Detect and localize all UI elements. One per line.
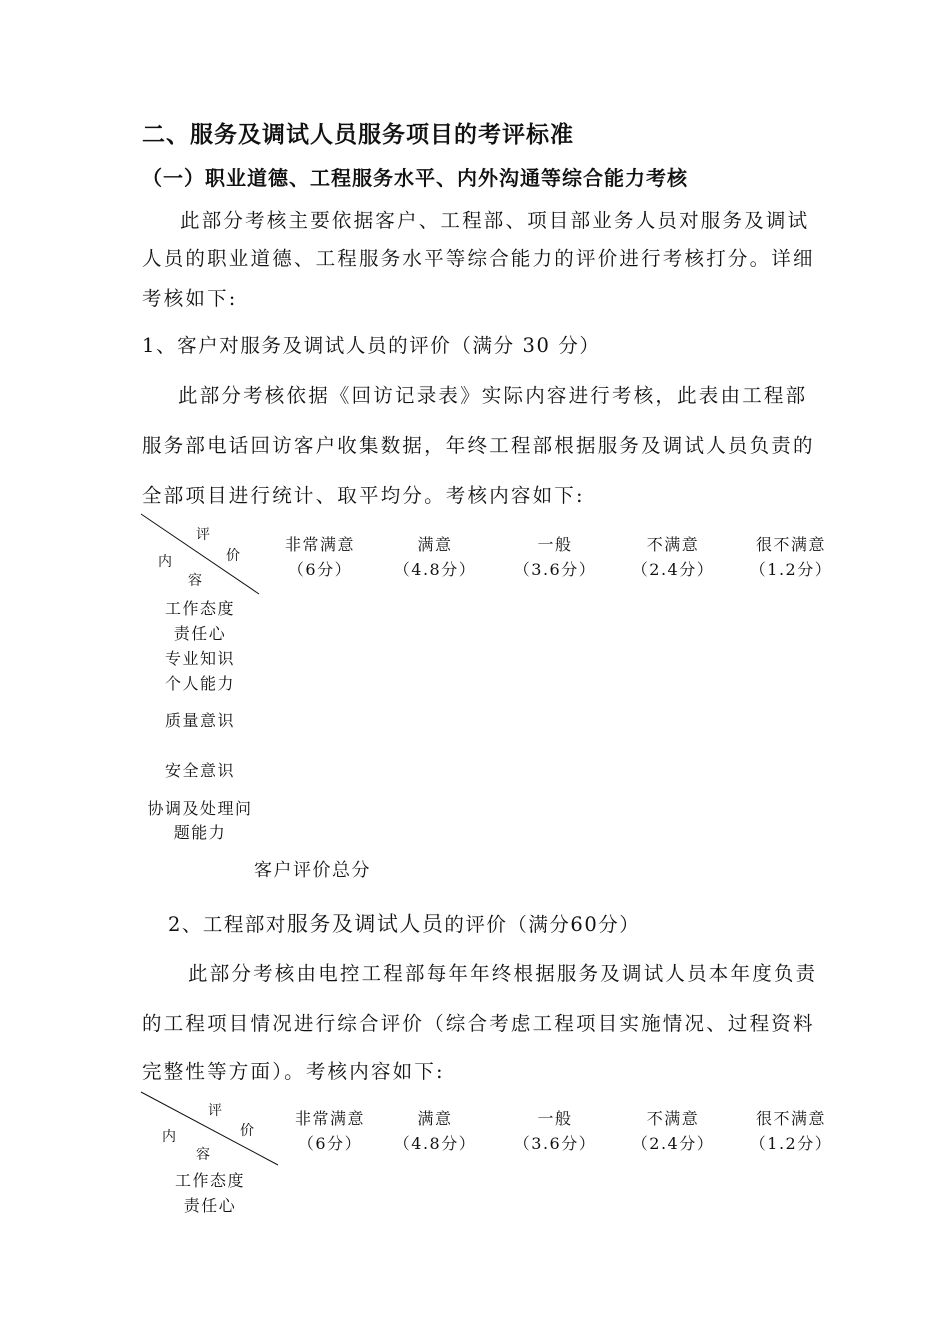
column-header	[500, 532, 610, 582]
corner-label-right: 价	[240, 1123, 254, 1139]
row-label: 协调及处理问	[147, 799, 253, 818]
corner-label-top: 评	[196, 527, 210, 543]
part2-heading	[168, 908, 640, 938]
row-label: 安全意识	[164, 761, 235, 780]
column-label: 不满意	[646, 1109, 700, 1128]
intro-line-2: 人员的职业道德、工程服务水平等综合能力的评价进行考核打分。详细	[142, 247, 815, 270]
row-label: 责任心	[173, 624, 227, 643]
row-label: 工作态度	[174, 1171, 245, 1190]
column-header	[618, 532, 728, 582]
corner-label-bottom: 容	[196, 1147, 210, 1163]
intro-line-3: 考核如下:	[142, 287, 238, 310]
column-label: 很不满意	[755, 535, 826, 554]
column-header	[380, 1106, 490, 1156]
column-score: （6分）	[287, 560, 353, 579]
column-score: （3.6分）	[513, 560, 597, 579]
section-title: 二、服务及调试人员服务项目的考评标准	[142, 121, 574, 148]
total-score-label: 客户评价总分	[254, 860, 371, 881]
part2-heading-suffix: 的评价（满分60分）	[444, 913, 641, 936]
row-label: 个人能力	[164, 674, 235, 693]
part2-body-line-2: 的工程项目情况进行综合评价（综合考虑工程项目实施情况、过程资料	[142, 1012, 815, 1035]
part2-body-line-3: 完整性等方面）。考核内容如下:	[142, 1060, 445, 1083]
corner-label-top: 评	[208, 1103, 222, 1119]
intro-line-1: 此部分考核主要依据客户、工程部、项目部业务人员对服务及调试	[180, 209, 810, 232]
column-score: （4.8分）	[393, 1134, 477, 1153]
part1-heading: 1、客户对服务及调试人员的评价（满分 30 分）	[142, 334, 601, 357]
column-score: （2.4分）	[631, 1134, 715, 1153]
column-label: 满意	[417, 535, 453, 554]
column-label: 非常满意	[294, 1109, 365, 1128]
corner-label-left: 内	[162, 1129, 176, 1145]
column-header	[280, 1106, 380, 1156]
column-label: 一般	[537, 1109, 573, 1128]
column-score: （1.2分）	[749, 1134, 833, 1153]
column-label: 非常满意	[284, 535, 355, 554]
part2-heading-prefix: 2、工程部对	[168, 913, 287, 936]
column-score: （4.8分）	[393, 560, 477, 579]
part1-body-line-3: 全部项目进行统计、取平均分。考核内容如下:	[142, 484, 585, 507]
column-label: 一般	[537, 535, 573, 554]
part2-heading-emph: 服务及调试人员	[286, 912, 445, 936]
row-label: 责任心	[183, 1196, 237, 1215]
row-label: 工作态度	[164, 599, 235, 618]
corner-label-right: 价	[226, 548, 240, 564]
column-label: 不满意	[646, 535, 700, 554]
column-label: 满意	[417, 1109, 453, 1128]
column-header	[270, 532, 370, 582]
part1-body-line-1: 此部分考核依据《回访记录表》实际内容进行考核，此表由工程部	[178, 384, 808, 407]
row-label: 质量意识	[164, 711, 235, 730]
column-header	[500, 1106, 610, 1156]
corner-label-bottom: 容	[188, 573, 202, 589]
corner-label-left: 内	[158, 554, 172, 570]
subsection-title: （一）职业道德、工程服务水平、内外沟通等综合能力考核	[142, 166, 688, 190]
row-label: 题能力	[173, 823, 227, 842]
part2-body-line-1: 此部分考核由电控工程部每年年终根据服务及调试人员本年度负责	[188, 962, 818, 985]
column-header	[736, 1106, 846, 1156]
column-score: （1.2分）	[749, 560, 833, 579]
row-label: 专业知识	[164, 649, 235, 668]
column-label: 很不满意	[755, 1109, 826, 1128]
column-header	[618, 1106, 728, 1156]
column-header	[736, 532, 846, 582]
column-score: （6分）	[297, 1134, 363, 1153]
column-header	[380, 532, 490, 582]
part1-body-line-2: 服务部电话回访客户收集数据，年终工程部根据服务及调试人员负责的	[142, 434, 815, 457]
column-score: （3.6分）	[513, 1134, 597, 1153]
column-score: （2.4分）	[631, 560, 715, 579]
